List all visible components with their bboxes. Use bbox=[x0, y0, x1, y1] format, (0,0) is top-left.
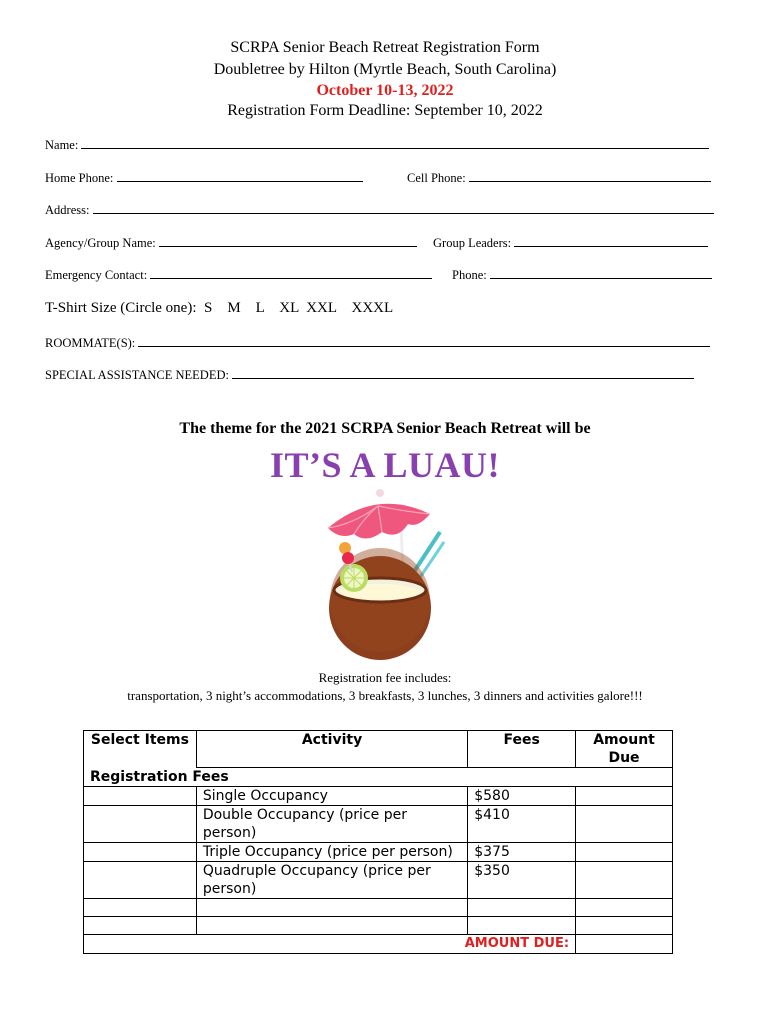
agency-input-line[interactable] bbox=[159, 235, 417, 247]
amount-cell[interactable] bbox=[576, 787, 673, 806]
includes-detail: transportation, 3 night’s accommodations, 3 breakfasts, 3 lunches, 3 dinners and activities galore!!! bbox=[127, 688, 643, 703]
special-assistance-field[interactable] bbox=[45, 367, 694, 383]
activity-cell: Double Occupancy (price per person) bbox=[196, 806, 467, 843]
agency-field[interactable] bbox=[45, 235, 417, 251]
emergency-contact-field[interactable] bbox=[45, 267, 432, 283]
name-input-line[interactable] bbox=[81, 137, 709, 149]
select-cell[interactable] bbox=[84, 899, 197, 917]
address-field[interactable] bbox=[45, 202, 714, 218]
amount-due-label: AMOUNT DUE: bbox=[84, 935, 576, 954]
select-cell[interactable] bbox=[84, 806, 197, 843]
fee-cell[interactable] bbox=[468, 899, 576, 917]
cell-phone-label: Cell Phone: bbox=[407, 171, 466, 185]
roommates-input-line[interactable] bbox=[138, 335, 710, 347]
fees-header: Fees bbox=[468, 731, 576, 768]
umbrella-tip bbox=[376, 489, 384, 497]
amount-cell[interactable] bbox=[576, 843, 673, 862]
group-leaders-label: Group Leaders: bbox=[433, 236, 512, 250]
emergency-contact-label: Emergency Contact: bbox=[45, 268, 148, 282]
table-row bbox=[84, 843, 673, 862]
section-row bbox=[84, 768, 673, 787]
activity-cell: Triple Occupancy (price per person) bbox=[196, 843, 467, 862]
empty-row bbox=[84, 917, 673, 935]
amount-cell[interactable] bbox=[576, 862, 673, 899]
special-assistance-label: SPECIAL ASSISTANCE NEEDED: bbox=[45, 368, 229, 382]
includes-heading: Registration fee includes: bbox=[318, 670, 452, 685]
roommates-field[interactable] bbox=[45, 335, 710, 351]
fee-cell[interactable] bbox=[468, 917, 576, 935]
venue-line: Doubletree by Hilton (Myrtle Beach, South Carolina) bbox=[213, 61, 557, 78]
address-label: Address: bbox=[45, 203, 90, 217]
group-leaders-input-line[interactable] bbox=[514, 235, 708, 247]
emergency-contact-input-line[interactable] bbox=[150, 267, 432, 279]
activity-header: Activity bbox=[196, 731, 467, 768]
amount-due-total-cell[interactable] bbox=[576, 935, 673, 954]
agency-label: Agency/Group Name: bbox=[45, 236, 156, 250]
group-leaders-field[interactable] bbox=[433, 235, 708, 251]
special-assistance-input-line[interactable] bbox=[232, 367, 694, 379]
registration-table bbox=[83, 730, 673, 954]
tshirt-size-field[interactable]: T-Shirt Size (Circle one): S M L XL XXL XXXL bbox=[45, 300, 394, 316]
cell-phone-field[interactable] bbox=[407, 170, 711, 186]
fee-cell: $580 bbox=[468, 787, 576, 806]
select-items-header: Select Items bbox=[84, 731, 197, 768]
activity-cell[interactable] bbox=[196, 899, 467, 917]
amount-cell[interactable] bbox=[576, 899, 673, 917]
event-dates: October 10-13, 2022 bbox=[316, 82, 454, 99]
activity-cell[interactable] bbox=[196, 917, 467, 935]
registration-fees-label: Registration Fees bbox=[84, 768, 673, 787]
theme-intro: The theme for the 2021 SCRPA Senior Beach Retreat will be bbox=[179, 420, 591, 437]
amount-due-header: Amount Due bbox=[576, 731, 673, 768]
home-phone-field[interactable] bbox=[45, 170, 363, 186]
name-label: Name: bbox=[45, 138, 79, 152]
coconut-drink-illustration bbox=[318, 484, 448, 664]
cherry bbox=[342, 552, 354, 564]
select-cell[interactable] bbox=[84, 787, 197, 806]
select-cell[interactable] bbox=[84, 843, 197, 862]
fee-cell: $410 bbox=[468, 806, 576, 843]
amount-due-row bbox=[84, 935, 673, 954]
cell-phone-input-line[interactable] bbox=[469, 170, 711, 182]
select-cell[interactable] bbox=[84, 862, 197, 899]
phone-field[interactable] bbox=[452, 267, 712, 283]
activity-cell: Single Occupancy bbox=[196, 787, 467, 806]
table-header-row bbox=[84, 731, 673, 768]
table-row bbox=[84, 787, 673, 806]
deadline-line: Registration Form Deadline: September 10, 2022 bbox=[227, 102, 543, 119]
table-row bbox=[84, 862, 673, 899]
empty-row bbox=[84, 899, 673, 917]
form-title: SCRPA Senior Beach Retreat Registration Form bbox=[230, 39, 540, 56]
activity-cell: Quadruple Occupancy (price per person) bbox=[196, 862, 467, 899]
home-phone-label: Home Phone: bbox=[45, 171, 114, 185]
phone-input-line[interactable] bbox=[490, 267, 712, 279]
name-field[interactable] bbox=[45, 137, 709, 153]
address-input-line[interactable] bbox=[93, 202, 714, 214]
home-phone-input-line[interactable] bbox=[117, 170, 363, 182]
phone-label: Phone: bbox=[452, 268, 487, 282]
table-row bbox=[84, 806, 673, 843]
amount-cell[interactable] bbox=[576, 806, 673, 843]
theme-title: IT’S A LUAU! bbox=[269, 445, 501, 485]
fee-cell: $375 bbox=[468, 843, 576, 862]
select-cell[interactable] bbox=[84, 917, 197, 935]
fee-cell: $350 bbox=[468, 862, 576, 899]
amount-cell[interactable] bbox=[576, 917, 673, 935]
roommates-label: ROOMMATE(S): bbox=[45, 336, 136, 350]
